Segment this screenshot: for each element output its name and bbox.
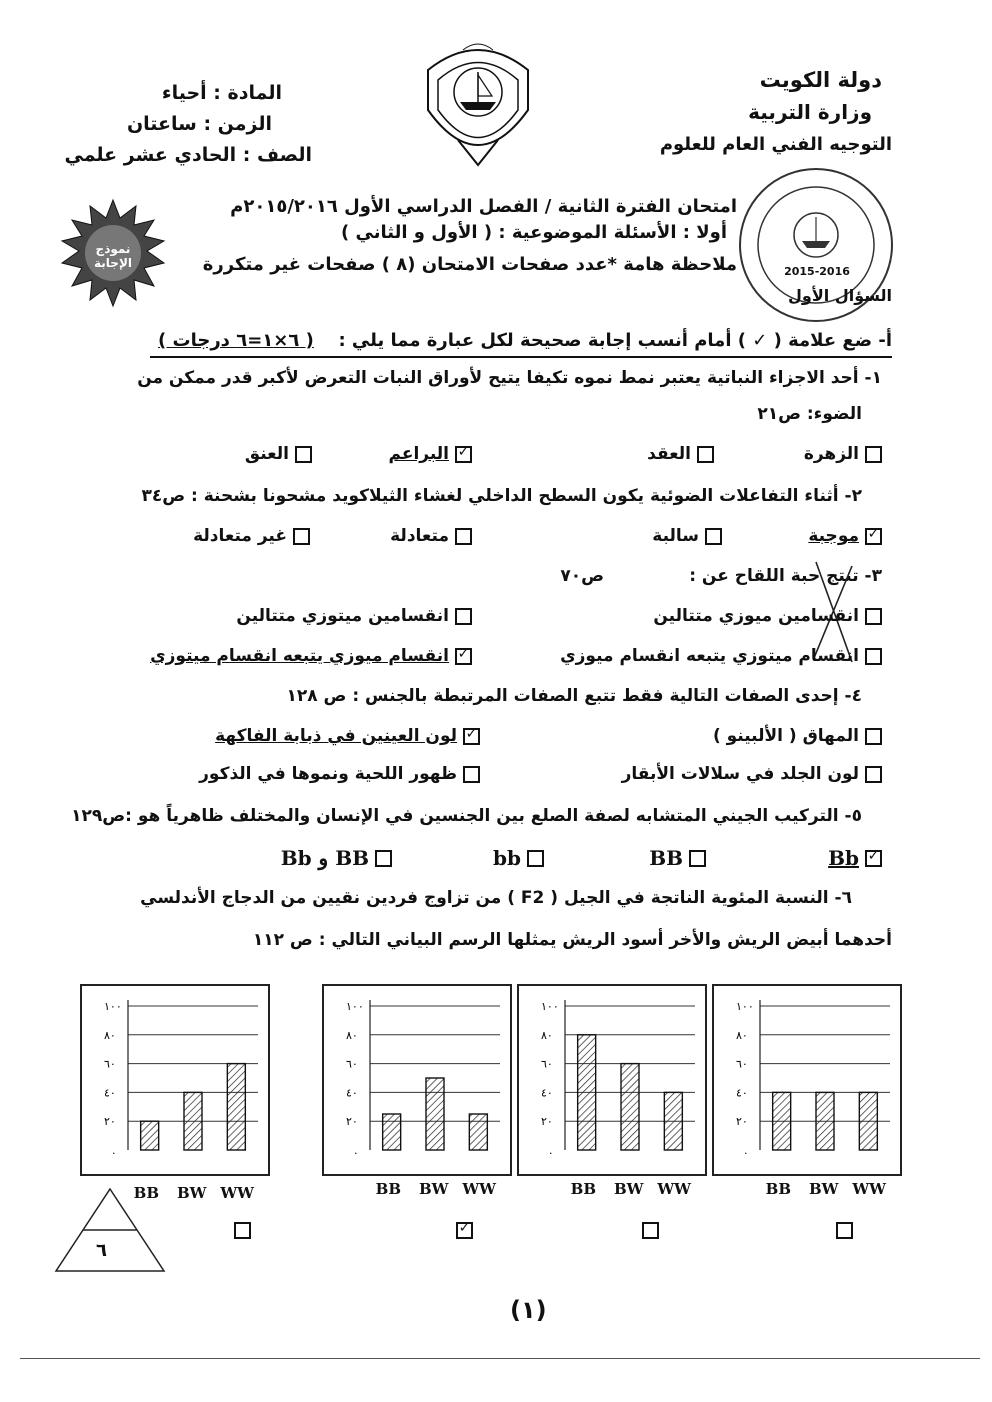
chart-svg — [714, 986, 900, 1174]
q4-option-3[interactable]: لون الجلد في سلالات الأبقار — [622, 764, 882, 784]
q1-option-4[interactable]: العنق — [245, 444, 312, 464]
bar-bb — [383, 1114, 401, 1150]
y-tick-label: ٨٠ — [541, 1028, 553, 1042]
x-label-bw: BW — [419, 1180, 449, 1198]
y-tick-label: ١٠٠ — [541, 1000, 559, 1013]
exam-section: أولا : الأسئلة الموضوعية : ( الأول و الثاني ) — [341, 222, 727, 243]
q2-option-2[interactable]: سالبة — [652, 526, 722, 546]
part-a-underline — [150, 356, 892, 358]
q3-option-1[interactable]: انقسامين ميوزي متتالين — [653, 606, 882, 626]
q1-option-1[interactable]: الزهرة — [804, 444, 882, 464]
checkbox[interactable] — [865, 648, 882, 665]
bar-bw — [816, 1092, 834, 1150]
chart-svg — [82, 986, 268, 1174]
y-tick-label: ٦٠ — [541, 1057, 553, 1071]
checkbox[interactable] — [705, 528, 722, 545]
x-label-bw: BW — [809, 1180, 839, 1198]
bar-ww — [664, 1092, 682, 1150]
y-tick-label: ٨٠ — [346, 1028, 358, 1042]
footer-divider — [20, 1358, 980, 1359]
x-label-bb: BB — [765, 1180, 792, 1198]
x-label-ww: WW — [657, 1180, 692, 1198]
y-tick-label: ٢٠ — [346, 1115, 358, 1129]
ministry-name: وزارة التربية — [748, 100, 872, 124]
y-tick-label: ٤٠ — [541, 1086, 553, 1100]
q3-option-3[interactable]: انقسام ميتوزي يتبعه انقسام ميوزي — [560, 646, 882, 666]
q1-option-2[interactable]: العقد — [647, 444, 714, 464]
chart-checkbox[interactable] — [234, 1222, 251, 1239]
checkbox-checked[interactable]: ✓ — [455, 648, 472, 665]
subject-label: المادة : أحياء — [161, 82, 282, 104]
y-tick-label: ١٠٠ — [736, 1000, 754, 1013]
checkbox-checked[interactable]: ✓ — [865, 528, 882, 545]
q5-text: ٥- التركيب الجيني المتشابه لصفة الصلع بين الجنسين في الإنسان والمختلف ظاهرياً هو :ص١٢٩ — [71, 806, 862, 826]
y-tick-zero: . — [549, 1144, 553, 1157]
checkbox[interactable] — [455, 528, 472, 545]
y-tick-label: ٢٠ — [541, 1115, 553, 1129]
q1-text-cont: الضوء: ص٢١ — [757, 404, 862, 424]
bar-bw — [426, 1078, 444, 1150]
q6-text: ٦- النسبة المئوية الناتجة في الجيل ( F2 ) من تزاوج فردين نقيين من الدجاج الأندلسي — [140, 888, 852, 908]
q1-option-3[interactable]: ✓ البراعم — [389, 444, 473, 464]
bar-ww — [859, 1092, 877, 1150]
part-a-instruction: أ- ضع علامة ( ✓ ) أمام أنسب إجابة صحيحة لكل عبارة مما يلي : — [338, 330, 892, 351]
q3-option-2[interactable]: انقسامين ميتوزي متتالين — [236, 606, 472, 626]
bar-ww — [469, 1114, 487, 1150]
checkbox[interactable] — [455, 608, 472, 625]
x-label-bb: BB — [570, 1180, 597, 1198]
chart-option-3 — [517, 984, 707, 1176]
chart-option-2 — [322, 984, 512, 1176]
checkbox[interactable] — [527, 850, 544, 867]
y-tick-label: ٢٠ — [104, 1115, 116, 1129]
q5-option-4[interactable]: BB و Bb — [281, 846, 392, 870]
country-name: دولة الكويت — [759, 68, 882, 92]
y-tick-label: ٨٠ — [736, 1028, 748, 1042]
bar-bw — [184, 1092, 202, 1150]
q4-text: ٤- إحدى الصفات التالية فقط تتبع الصفات المرتبطة بالجنس : ص ١٢٨ — [286, 686, 862, 706]
time-label: الزمن : ساعتان — [126, 113, 272, 135]
y-tick-label: ١٠٠ — [346, 1000, 364, 1013]
x-label-ww: WW — [220, 1184, 255, 1202]
checkbox[interactable] — [295, 446, 312, 463]
y-tick-label: ٨٠ — [104, 1028, 116, 1042]
bar-ww — [227, 1064, 245, 1150]
exam-note: ملاحظة هامة *عدد صفحات الامتحان (٨ ) صفحات غير متكررة — [202, 254, 737, 275]
x-label-bb: BB — [133, 1184, 160, 1202]
part-a-marks: ( ٦×١=٦ درجات ) — [158, 330, 314, 351]
checkbox[interactable] — [865, 728, 882, 745]
y-tick-label: ٤٠ — [346, 1086, 358, 1100]
chart-checkbox[interactable] — [642, 1222, 659, 1239]
x-label-ww: WW — [852, 1180, 887, 1198]
q3-option-4[interactable]: ✓ انقسام ميوزي يتبعه انقسام ميتوزي — [150, 646, 472, 666]
score-triangle — [50, 1185, 170, 1275]
checkbox[interactable] — [463, 766, 480, 783]
answer-model-stamp — [58, 198, 168, 308]
q3-text: ٣- تنتج حبة اللقاح عن : — [689, 566, 882, 586]
q4-option-1[interactable]: المهاق ( الألبينو ) — [713, 726, 882, 746]
checkbox[interactable] — [865, 446, 882, 463]
checkbox-checked[interactable]: ✓ — [865, 850, 882, 867]
checkbox[interactable] — [689, 850, 706, 867]
x-label-bw: BW — [614, 1180, 644, 1198]
chart-option-4 — [712, 984, 902, 1176]
x-label-bw: BW — [177, 1184, 207, 1202]
bar-bb — [141, 1121, 159, 1150]
checkbox-checked[interactable]: ✓ — [463, 728, 480, 745]
check-mark: ✓ — [458, 1220, 471, 1236]
chart-svg — [519, 986, 705, 1174]
checkbox[interactable] — [375, 850, 392, 867]
y-tick-zero: . — [112, 1144, 116, 1157]
grade-label: الصف : الحادي عشر علمي — [64, 144, 312, 166]
q2-text: ٢- أثناء التفاعلات الضوئية يكون السطح الداخلي لغشاء الثيلاكويد مشحونا بشحنة : ص٣٤ — [141, 486, 862, 506]
first-question-label: السؤال الأول — [788, 286, 892, 305]
y-tick-label: ٦٠ — [736, 1057, 748, 1071]
q5-option-1[interactable]: ✓ Bb — [828, 846, 882, 870]
y-tick-label: ٢٠ — [736, 1115, 748, 1129]
q4-option-2[interactable]: ✓ لون العينين في ذبابة الفاكهة — [215, 726, 480, 746]
bar-bb — [578, 1035, 596, 1150]
answer-model-text: نموذج الإجابة — [94, 242, 132, 270]
q2-option-1[interactable]: ✓ موجبة — [808, 526, 882, 546]
q6-text-cont: أحدهما أبيض الريش والأخر أسود الريش يمثلها الرسم البياني التالي : ص ١١٢ — [252, 930, 892, 950]
chart-option-1 — [80, 984, 270, 1176]
page-number: (١) — [510, 1296, 547, 1324]
y-tick-label: ١٠٠ — [104, 1000, 122, 1013]
chart-svg — [324, 986, 510, 1174]
q2-option-3[interactable]: متعادلة — [390, 526, 472, 546]
q2-option-4[interactable]: غير متعادلة — [193, 526, 310, 546]
q3-page-ref: ص٧٠ — [560, 566, 604, 586]
y-tick-zero: . — [744, 1144, 748, 1157]
q4-option-4[interactable]: ظهور اللحية ونموها في الذكور — [199, 764, 480, 784]
chart-checkbox-checked[interactable] — [456, 1222, 473, 1239]
y-tick-zero: . — [354, 1144, 358, 1157]
y-tick-label: ٦٠ — [104, 1057, 116, 1071]
stamp-year: 2015-2016 — [784, 265, 850, 278]
y-tick-label: ٤٠ — [736, 1086, 748, 1100]
checkbox[interactable] — [865, 766, 882, 783]
bar-bb — [773, 1092, 791, 1150]
chart-checkbox[interactable] — [836, 1222, 853, 1239]
checkbox[interactable] — [865, 608, 882, 625]
exam-title: امتحان الفترة الثانية / الفصل الدراسي الأول ٢٠١٥/٢٠١٦م — [230, 196, 737, 217]
checkbox-checked[interactable]: ✓ — [455, 446, 472, 463]
bar-bw — [621, 1064, 639, 1150]
y-tick-label: ٤٠ — [104, 1086, 116, 1100]
x-label-ww: WW — [462, 1180, 497, 1198]
q5-option-2[interactable]: BB — [649, 846, 706, 870]
kuwait-emblem — [418, 30, 538, 180]
supervision-name: التوجيه الفني العام للعلوم — [659, 134, 892, 155]
y-tick-label: ٦٠ — [346, 1057, 358, 1071]
score-value: ٦ — [96, 1240, 107, 1261]
checkbox[interactable] — [697, 446, 714, 463]
q1-text: ١- أحد الاجزاء النباتية يعتبر نمط نموه تكيفا يتيح لأوراق النبات التعرض لأكبر قدر ممكن من — [137, 368, 882, 388]
q5-option-3[interactable]: bb — [493, 846, 544, 870]
x-label-bb: BB — [375, 1180, 402, 1198]
checkbox[interactable] — [293, 528, 310, 545]
